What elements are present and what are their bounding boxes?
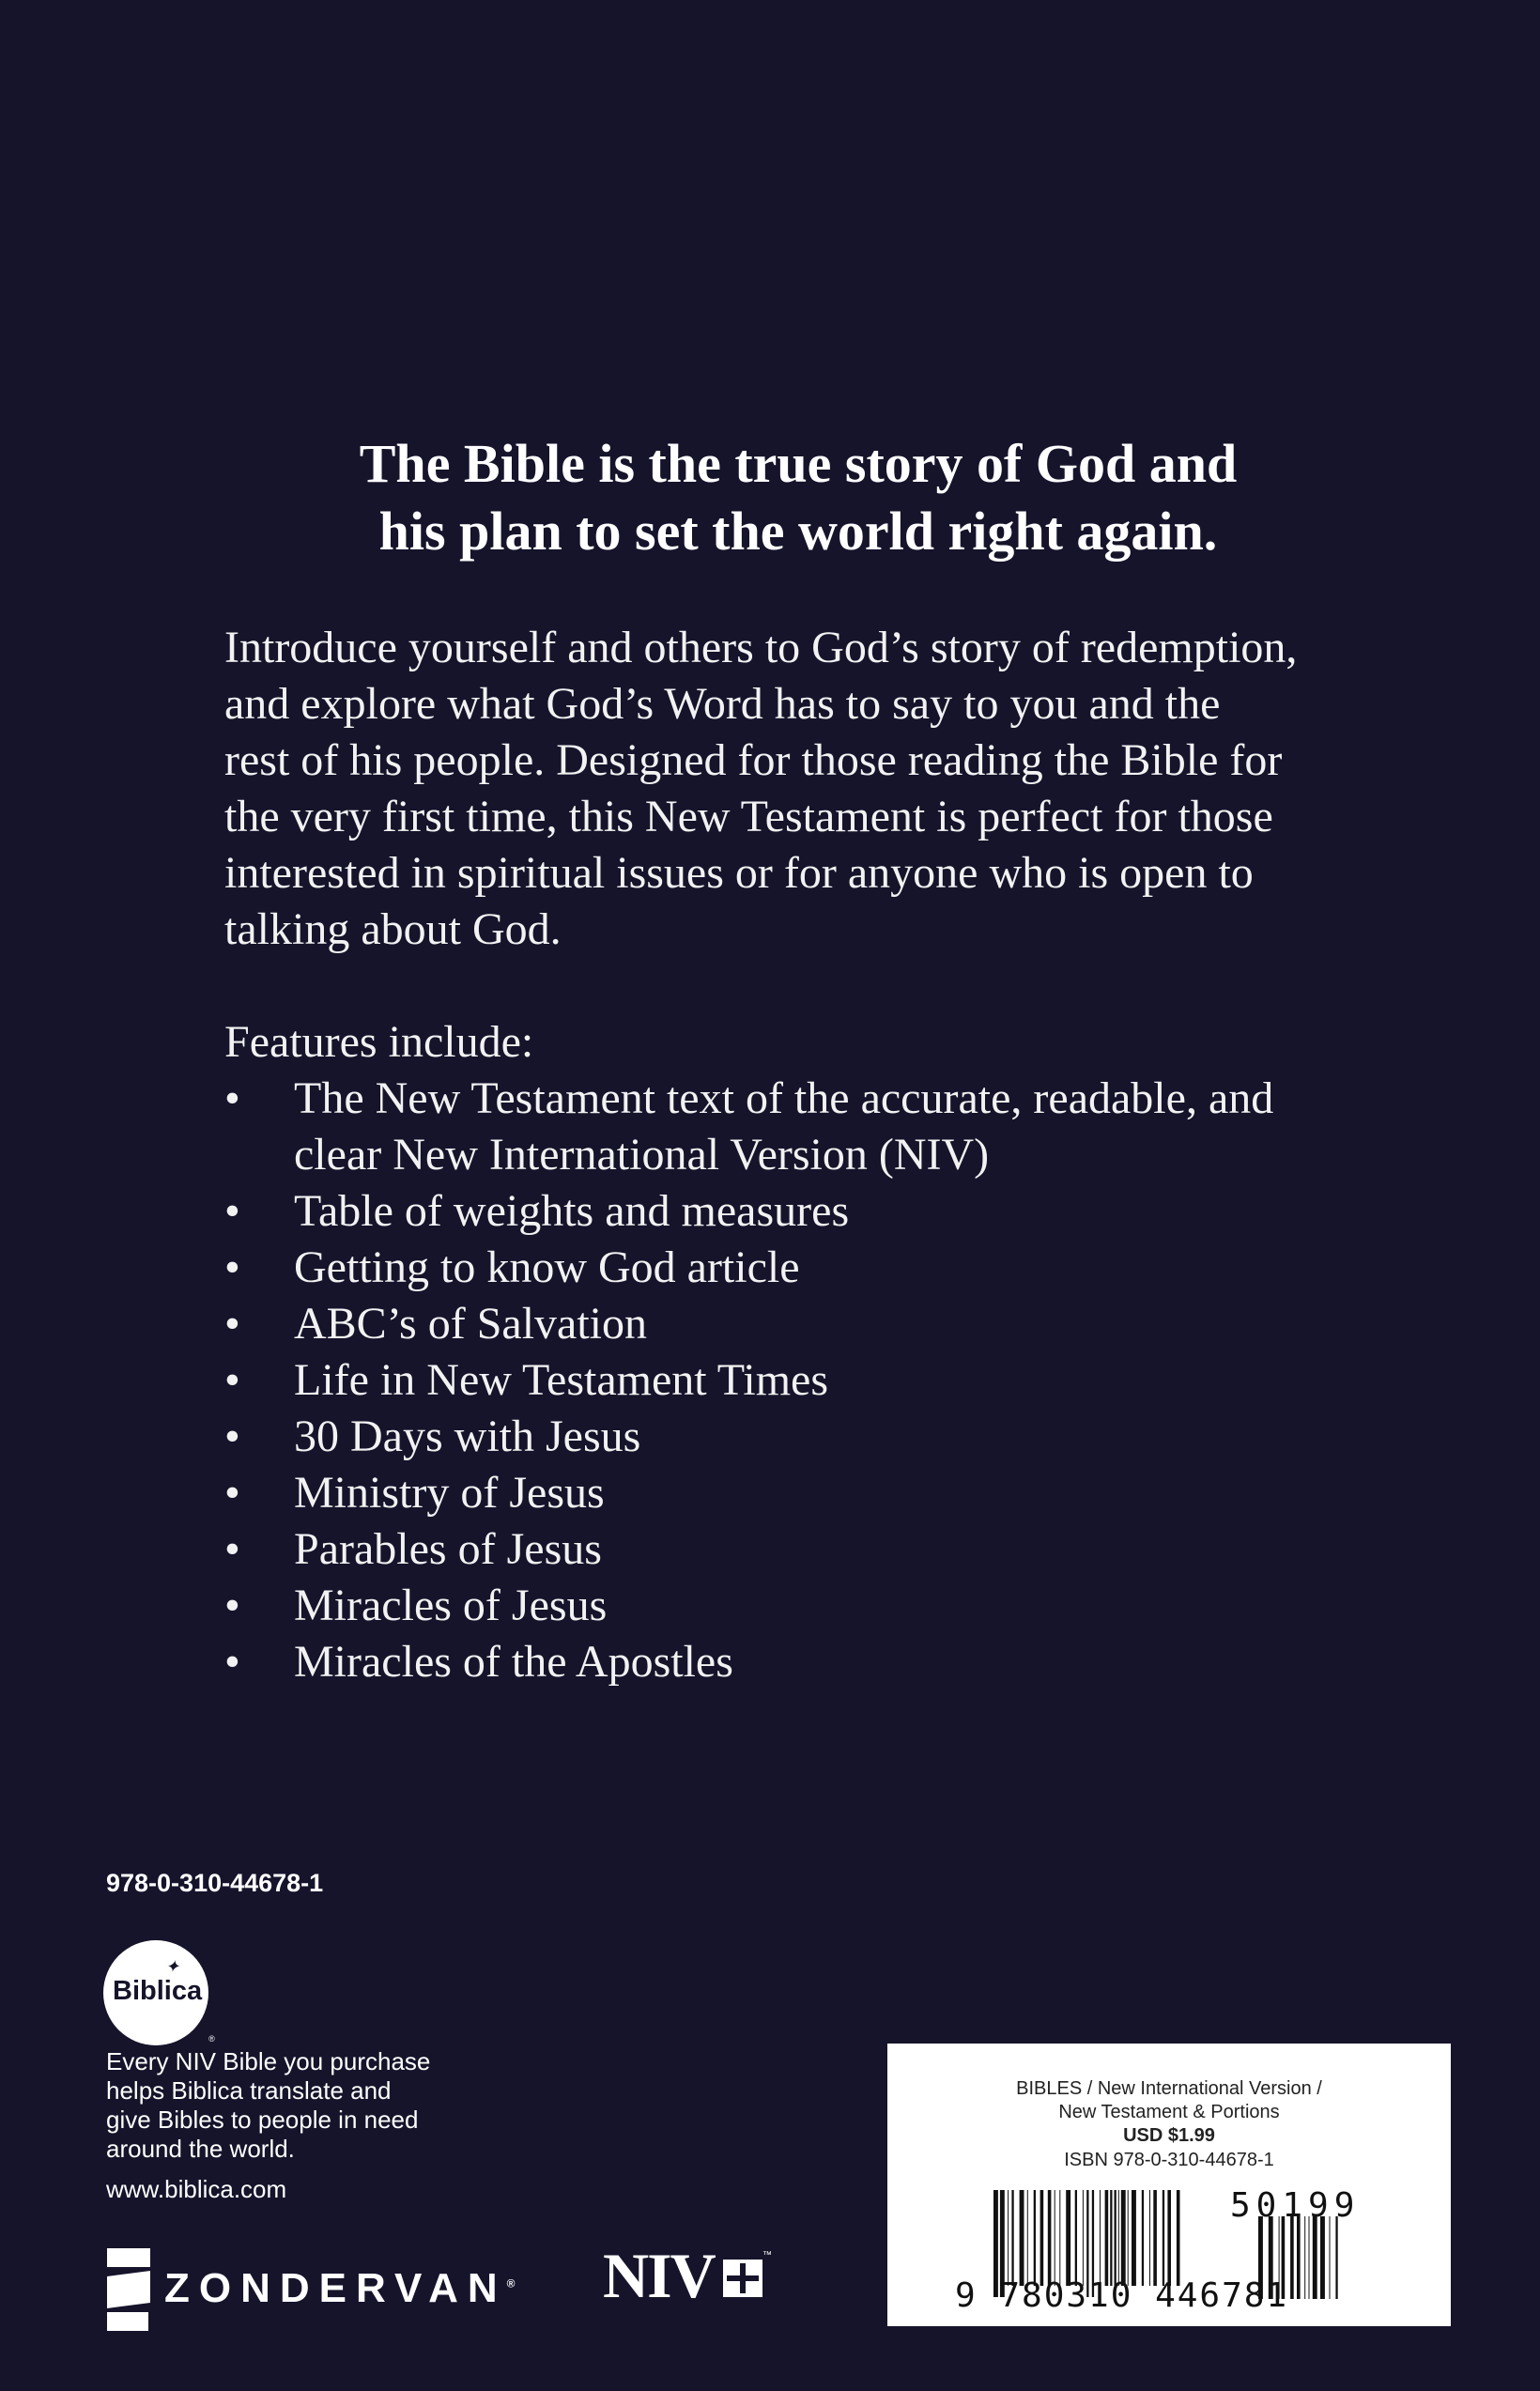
barcode-bar (1142, 2190, 1144, 2286)
bullet: • (224, 1524, 240, 1574)
biblica-url: www.biblica.com (106, 2175, 287, 2203)
intro-line: talking about God. (224, 904, 562, 954)
intro-paragraph (224, 620, 1408, 958)
feature-text: Miracles of Jesus (294, 1581, 608, 1630)
feature-item (224, 1183, 1273, 1240)
barcode-bar (1132, 2190, 1136, 2286)
barcode-bar (1149, 2190, 1150, 2286)
feature-text: Ministry of Jesus (294, 1468, 605, 1518)
barcode-bar (1320, 2216, 1325, 2299)
headline (0, 430, 1540, 565)
intro-line: the very first time, this New Testament is perfect for those (224, 792, 1273, 841)
barcode-bar (1118, 2190, 1119, 2286)
headline-line: The Bible is the true story of God and (359, 433, 1238, 494)
message-line: around the world. (106, 2135, 295, 2163)
feature-item (224, 1521, 1273, 1578)
feature-item (224, 1578, 1273, 1634)
feature-item (224, 1071, 1273, 1127)
feature-text: clear New International Version (NIV) (294, 1130, 990, 1180)
feature-text: Life in New Testament Times (294, 1355, 829, 1405)
feature-item (224, 1409, 1273, 1465)
barcode-bar (1128, 2190, 1129, 2286)
barcode-bar (1153, 2190, 1157, 2286)
registered-icon: ® (208, 2034, 215, 2044)
headline-line: his plan to set the world right again. (378, 501, 1218, 562)
price: USD $1.99 (1123, 2125, 1215, 2146)
feature-text: Miracles of the Apostles (294, 1637, 733, 1687)
barcode-bar (1027, 2190, 1028, 2286)
bullet: • (224, 1242, 240, 1292)
feature-item (224, 1240, 1273, 1296)
feature-item (224, 1352, 1273, 1409)
bullet: • (224, 1411, 240, 1461)
niv-logo: NIV (603, 2240, 715, 2311)
message-line: helps Biblica translate and (106, 2076, 392, 2105)
feature-item (224, 1634, 1273, 1690)
barcode-bar (1110, 2190, 1112, 2286)
biblica-message (106, 2047, 430, 2164)
barcode-bar (1105, 2190, 1109, 2286)
barcode-bar (1066, 2190, 1070, 2286)
feature-text: Getting to know God article (294, 1242, 800, 1292)
intro-line: Introduce yourself and others to God’s story of redemption, (224, 623, 1298, 672)
barcode-bar (1100, 2190, 1101, 2286)
barcode-bar (1075, 2190, 1077, 2286)
bullet: • (224, 1355, 240, 1405)
intro-line: and explore what God’s Word has to say to you and the (224, 679, 1221, 729)
zondervan-wordmark (164, 2265, 515, 2312)
category-line: New Testament & Portions (1058, 2102, 1280, 2122)
barcode-bar (1167, 2190, 1171, 2286)
addon-digits: 50199 (1230, 2186, 1361, 2225)
feature-text: The New Testament text of the accurate, readable, and (294, 1073, 1274, 1123)
barcode-bar (1008, 2190, 1009, 2286)
biblica-logo (103, 1940, 215, 2045)
registered-mark: ® (506, 2276, 516, 2291)
barcode-bar (1020, 2190, 1024, 2286)
price-barcode-label (887, 2044, 1451, 2326)
label-isbn: ISBN 978-0-310-44678-1 (1064, 2150, 1274, 2170)
star-icon: ✦ (165, 1957, 180, 1976)
features-heading: Features include: (224, 1017, 534, 1067)
bullet: • (224, 1468, 240, 1518)
barcode-bar (1059, 2190, 1060, 2286)
category-line: BIBLES / New International Version / (1016, 2078, 1322, 2099)
barcode-digits: 9 780310 446781 (955, 2276, 1289, 2315)
features-list (224, 1071, 1273, 1690)
barcode-bar (1048, 2190, 1052, 2286)
feature-text: Table of weights and measures (294, 1186, 850, 1236)
barcode-bar (1011, 2190, 1013, 2286)
barcode-bar (1309, 2216, 1310, 2299)
feature-item (224, 1296, 1273, 1352)
bullet: • (224, 1073, 240, 1123)
feature-text: ABC’s of Salvation (294, 1299, 648, 1349)
barcode-bar (1335, 2216, 1337, 2299)
barcode-bar (1040, 2190, 1044, 2286)
trademark: ™ (762, 2250, 772, 2260)
isbn-number: 978-0-310-44678-1 (106, 1869, 324, 1897)
barcode-bar (1304, 2216, 1305, 2299)
barcode-bar (1083, 2190, 1084, 2286)
barcode-bar (1034, 2190, 1036, 2286)
biblica-logo-text: Biblica (113, 1976, 203, 2006)
niv-cross-icon (723, 2260, 762, 2297)
bullet: • (224, 1186, 240, 1236)
message-line: Every NIV Bible you purchase (106, 2047, 431, 2075)
barcode-bar (1313, 2216, 1317, 2299)
bullet: • (224, 1637, 240, 1687)
barcode-bar (1163, 2190, 1164, 2286)
feature-item-continued (224, 1127, 1273, 1183)
bullet: • (224, 1299, 240, 1349)
barcode-bar (1121, 2190, 1126, 2286)
message-line: give Bibles to people in need (106, 2106, 419, 2134)
feature-text: Parables of Jesus (294, 1524, 602, 1574)
intro-line: rest of his people. Designed for those reading the Bible for (224, 735, 1283, 785)
intro-line: interested in spiritual issues or for anyone who is open to (224, 848, 1254, 898)
feature-text: 30 Days with Jesus (294, 1411, 641, 1461)
barcode-bar (1177, 2190, 1180, 2286)
zondervan-logo-icon (107, 2248, 150, 2331)
publisher-name: ZONDERVAN (164, 2265, 507, 2311)
bullet: • (224, 1581, 240, 1630)
barcode-bar (1115, 2190, 1116, 2286)
barcode-bar (1297, 2216, 1301, 2299)
barcode-bar (1290, 2216, 1294, 2299)
feature-item (224, 1465, 1273, 1521)
barcode-bar (1330, 2216, 1331, 2299)
